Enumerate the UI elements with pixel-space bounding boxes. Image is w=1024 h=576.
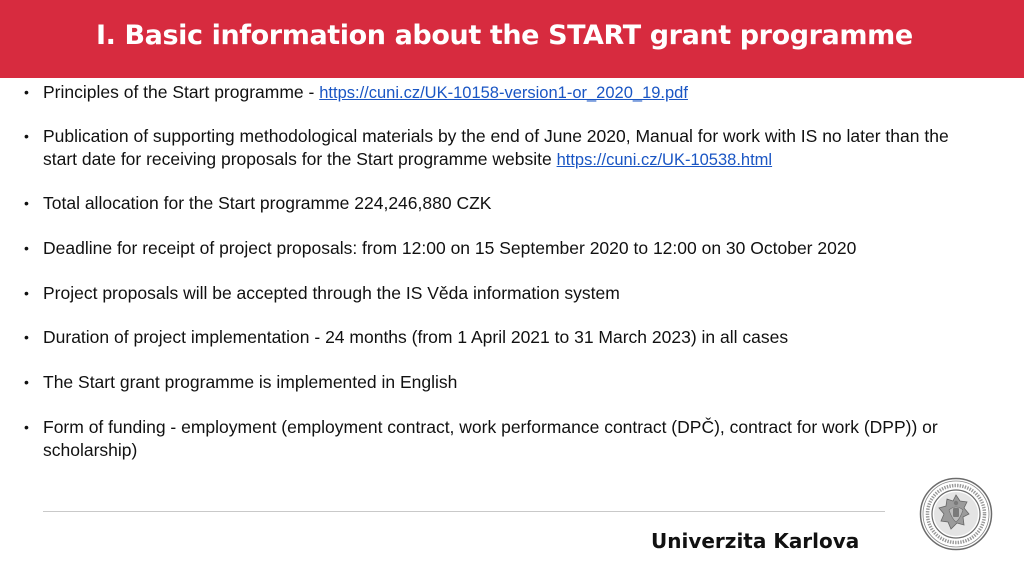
bullet-marker: • bbox=[24, 128, 29, 144]
principles-pdf-link[interactable]: https://cuni.cz/UK-10158-version1-or_2020_19.pdf bbox=[319, 84, 688, 102]
bullet-marker: • bbox=[24, 195, 29, 211]
bullet-item bbox=[24, 282, 974, 305]
bullet-text: Form of funding - employment (employment contract, work performance contract (DPČ), contract for work (DPP)) or scholarship) bbox=[43, 417, 938, 460]
slide-title: I. Basic information about the START grant programme bbox=[96, 20, 913, 51]
bullet-text: Project proposals will be accepted through the IS Věda information system bbox=[43, 283, 620, 303]
university-seal-icon bbox=[919, 477, 993, 551]
bullet-item bbox=[24, 81, 974, 105]
bullet-item bbox=[24, 371, 974, 394]
bullet-marker: • bbox=[24, 419, 29, 435]
bullet-marker: • bbox=[24, 329, 29, 345]
bullet-text: Duration of project implementation - 24 months (from 1 April 2021 to 31 March 2023) in all cases bbox=[43, 327, 789, 347]
footer-university-name: Univerzita Karlova bbox=[651, 529, 860, 553]
bullet-marker: • bbox=[24, 240, 29, 256]
bullet-marker: • bbox=[24, 374, 29, 390]
bullet-item bbox=[24, 416, 974, 462]
programme-website-link[interactable]: https://cuni.cz/UK-10538.html bbox=[556, 151, 773, 169]
bullet-text: The Start grant programme is implemented in English bbox=[43, 372, 458, 392]
bullet-text: Total allocation for the Start programme 224,246,880 CZK bbox=[43, 193, 492, 213]
bullet-text: Publication of supporting methodological materials by the end of June 2020, Manual for work with IS no later than the start date for receiving proposals for the Start programme website bbox=[43, 126, 949, 169]
bullet-item bbox=[24, 326, 974, 349]
bullet-text: Principles of the Start programme - bbox=[43, 82, 320, 102]
bullet-item bbox=[24, 237, 974, 260]
bullet-item bbox=[24, 192, 974, 215]
bullet-marker: • bbox=[24, 285, 29, 301]
bullet-marker: • bbox=[24, 84, 29, 100]
bullet-item bbox=[24, 125, 974, 172]
footer-divider bbox=[43, 511, 885, 512]
bullet-text: Deadline for receipt of project proposals: from 12:00 on 15 September 2020 to 12:00 on 30 October 2020 bbox=[43, 238, 857, 258]
